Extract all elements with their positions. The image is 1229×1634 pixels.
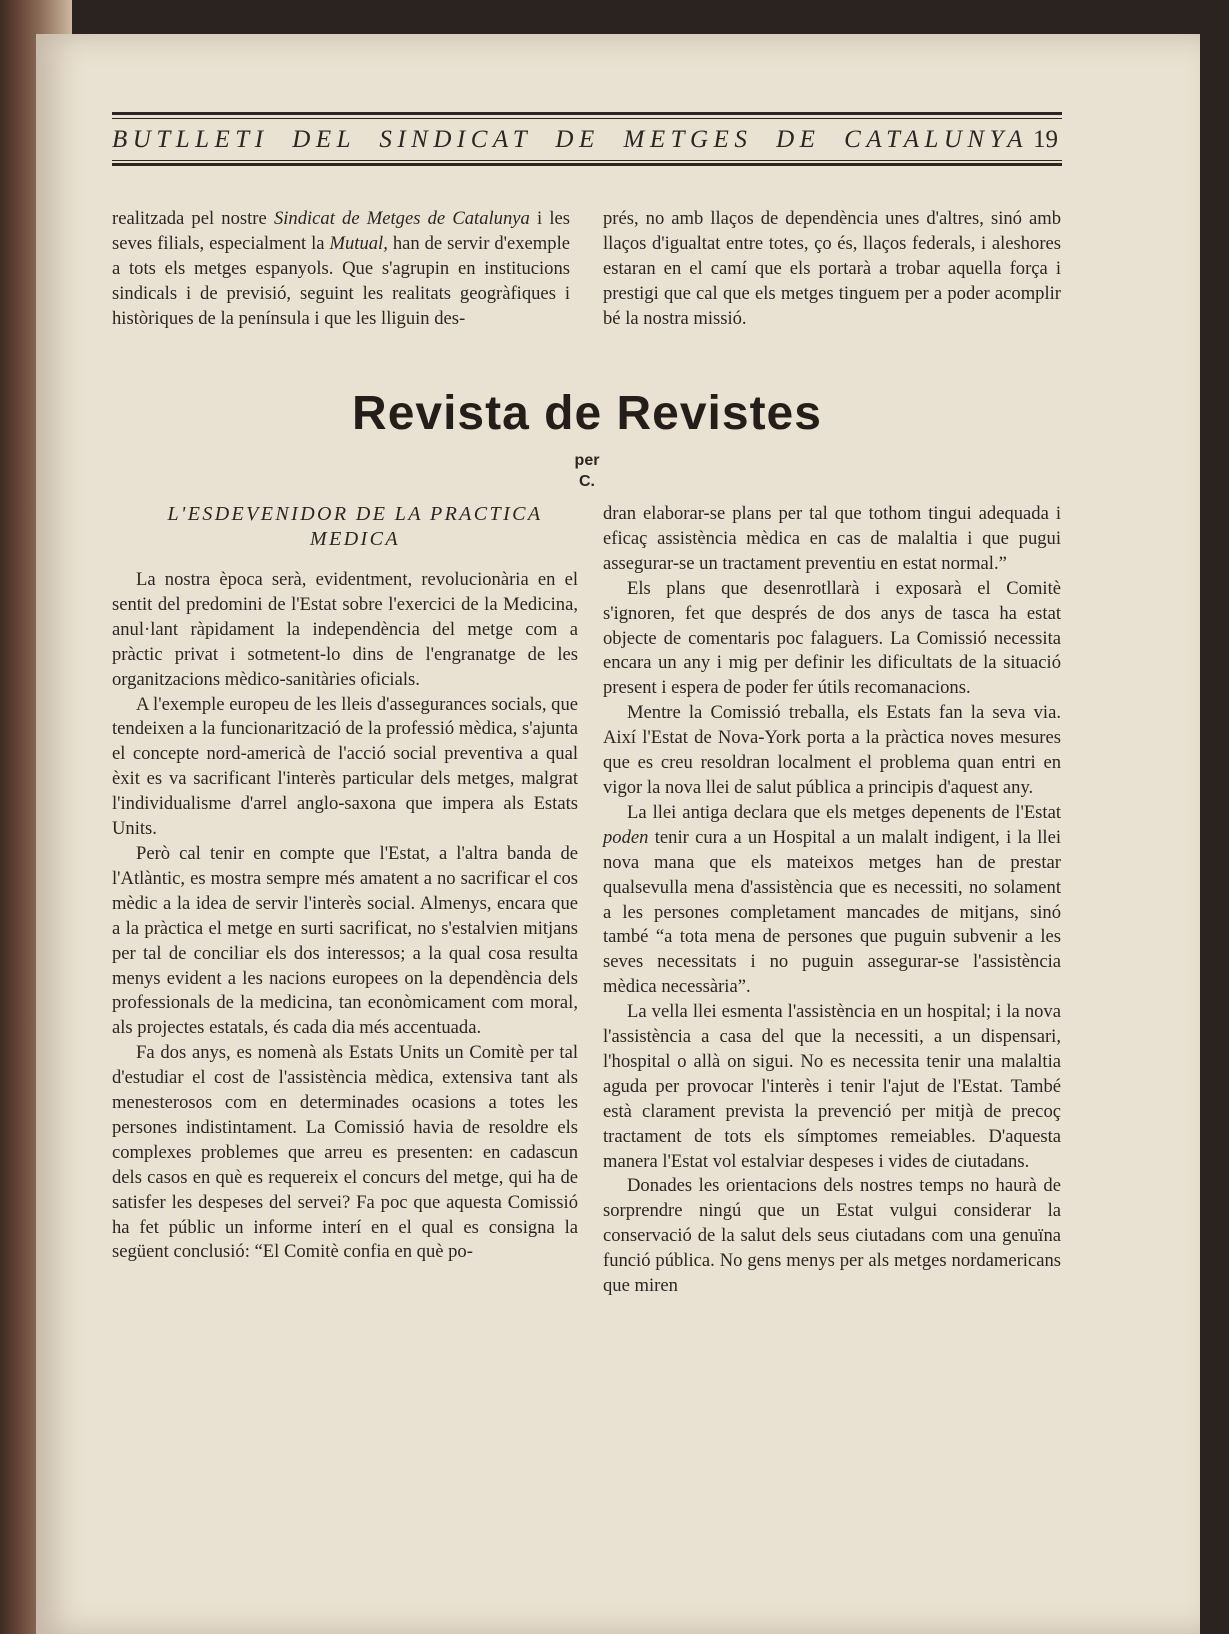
byline-per: per (574, 452, 600, 469)
previous-article-left-column (112, 207, 570, 332)
running-header (112, 112, 1062, 168)
paragraph (603, 801, 1061, 1000)
section-heading: L'ESDEVENIDOR DE LA PRACTICA MEDICA (167, 503, 543, 550)
header-rule (112, 160, 1062, 161)
text-run: i les seves filials, especialment la (112, 208, 571, 254)
text-run: La llei antiga declara que els metges depenents de l'Estat (627, 801, 1061, 823)
italic-run: Mutual, (329, 232, 388, 254)
header-rule (112, 163, 1062, 166)
paragraph: A l'exemple europeu de les lleis d'assegurances socials, que tendeixen a la funcionarització de la professió mèdica, s'ajunta el concepte nord-americà de l'acció social preventiva a qual èxit es va sacrificant l'interès particular dels metges, malgrat l'individualisme d'arrel anglo-saxona que impera als Estats Units. (112, 693, 578, 840)
header-rule (112, 112, 1062, 115)
paragraph: Mentre la Comissió treballa, els Estats fan la seva via. Així l'Estat de Nova-York porta a la pràctica noves mesures que es creu resoldran localment el problema quan entri en vigor la nova llei de salut pública a principis d'aquest any. (603, 702, 1061, 798)
byline (112, 450, 1062, 492)
paragraph: Donades les orientacions dels nostres temps no haurà de sorprendre ningú que un Estat vulgui considerar la conservació de la salut dels seus ciutadans com una genuïna funció pública. No gens menys per als metges nordamericans que miren (603, 1175, 1061, 1297)
page-number: 19 (1033, 126, 1058, 153)
journal-title: BUTLLETI DEL SINDICAT DE METGES DE CATALUNYA (112, 126, 1029, 153)
italic-run: Sindicat de Metges de Catalunya (273, 208, 530, 229)
text-run: realitzada pel nostre (112, 208, 274, 229)
paragraph: dran elaborar-se plans per tal que tothom tingui adequada i eficaç assistència mèdica en cas de malaltia i que pugui assegurar-se un tractament preventiu en estat normal.” (603, 503, 1061, 574)
article-left-column (112, 502, 578, 1265)
paragraph: La nostra època serà, evidentment, revolucionària en el sentit del predomini de l'Estat sobre l'exercici de la Medicina, anul·lant ràpidament la independència del metge com a pràctic privat i sotmetent-lo dins de l'engranatge de les organitzacions mèdico-sanitàries oficials. (112, 569, 578, 690)
paragraph: Fa dos anys, es nomenà als Estats Units un Comitè per tal d'estudiar el cost de l'assistència mèdica, extensiva tant als menesterosos com en determinades ocasions a totes les persones indistintament. La Comissió havia de resoldre els complexes problemes que arreu es presenten: en cadascun dels casos en què es requereix el concurs del metge, qui ha de satisfer les despeses del servei? Fa poc que aquesta Comissió ha fet públic un informe interí en el qual es consigna la següent conclusió: “El Comitè confia en què po- (112, 1042, 578, 1263)
byline-author: C. (579, 473, 595, 490)
article-right-column (603, 502, 1061, 1299)
text-run: tenir cura a un Hospital a un malalt indigent, i la llei nova mana que els mateixos metges han de prestar qualsevulla mena d'assistència que es necessiti, no solament a les persones completament mancades de mitjans, sinó també “a tota mena de persones que puguin subvenir a les seves necessitats i no puguin assegurar-se l'assistència mèdica necessària”. (603, 826, 1061, 998)
header-rule (112, 118, 1062, 119)
paragraph: Els plans que desenrotllarà i exposarà el Comitè s'ignoren, fet que després de dos anys de tasca ha estat objecte de comentaris poc falaguers. La Comissió necessita encara un any i mig per definir les dificultats de la situació present i espera de poder fer útils recomanacions. (603, 577, 1061, 699)
text-run: han de servir d'exemple a tots els metges espanyols. Que s'agrupin en institucions sindicals i de previsió, seguint les realitats geogràfiques i històriques de la península i que les lliguin des- (112, 232, 570, 329)
article-title: Revista de Revistes (352, 387, 822, 440)
paragraph: La vella llei esmenta l'assistència en un hospital; i la nova l'assistència a casa del que la necessiti, a un dispensari, l'hospital o allà on sigui. No es necessita tenir una malaltia aguda per provocar l'interès i tenir l'ajut de l'Estat. També està clarament prevista la prevenció per mitjà de precoç tractament de tots els símptomes remeiables. D'aquesta manera l'Estat vol estalviar despeses i vides de ciutadans. (603, 1001, 1061, 1172)
italic-run: poden (603, 826, 649, 848)
paragraph: Però cal tenir en compte que l'Estat, a l'altra banda de l'Atlàntic, es mostra sempre més amatent a no sacrificar el cos mèdic a la idea de servir l'interès social. Almenys, encara que a la pràctica el metge en surti sacrificat, no s'estalvien mitjans per tal de conciliar els dos interessos; a la qual cosa resulta menys evident a les nacions europees on la dependència dels professionals de la medicina, tan econòmicament com moral, als projectes estatals, és cada dia més accentuada. (112, 842, 578, 1039)
previous-article-right-column: prés, no amb llaços de dependència unes d'altres, sinó amb llaços d'igualtat entre totes, ço és, llaços federals, i aleshores estaran en el camí que els portarà a trobar aquella força i prestigi que cal que els metges tinguem per a poder acomplir bé la nostra missió. (603, 208, 1061, 329)
